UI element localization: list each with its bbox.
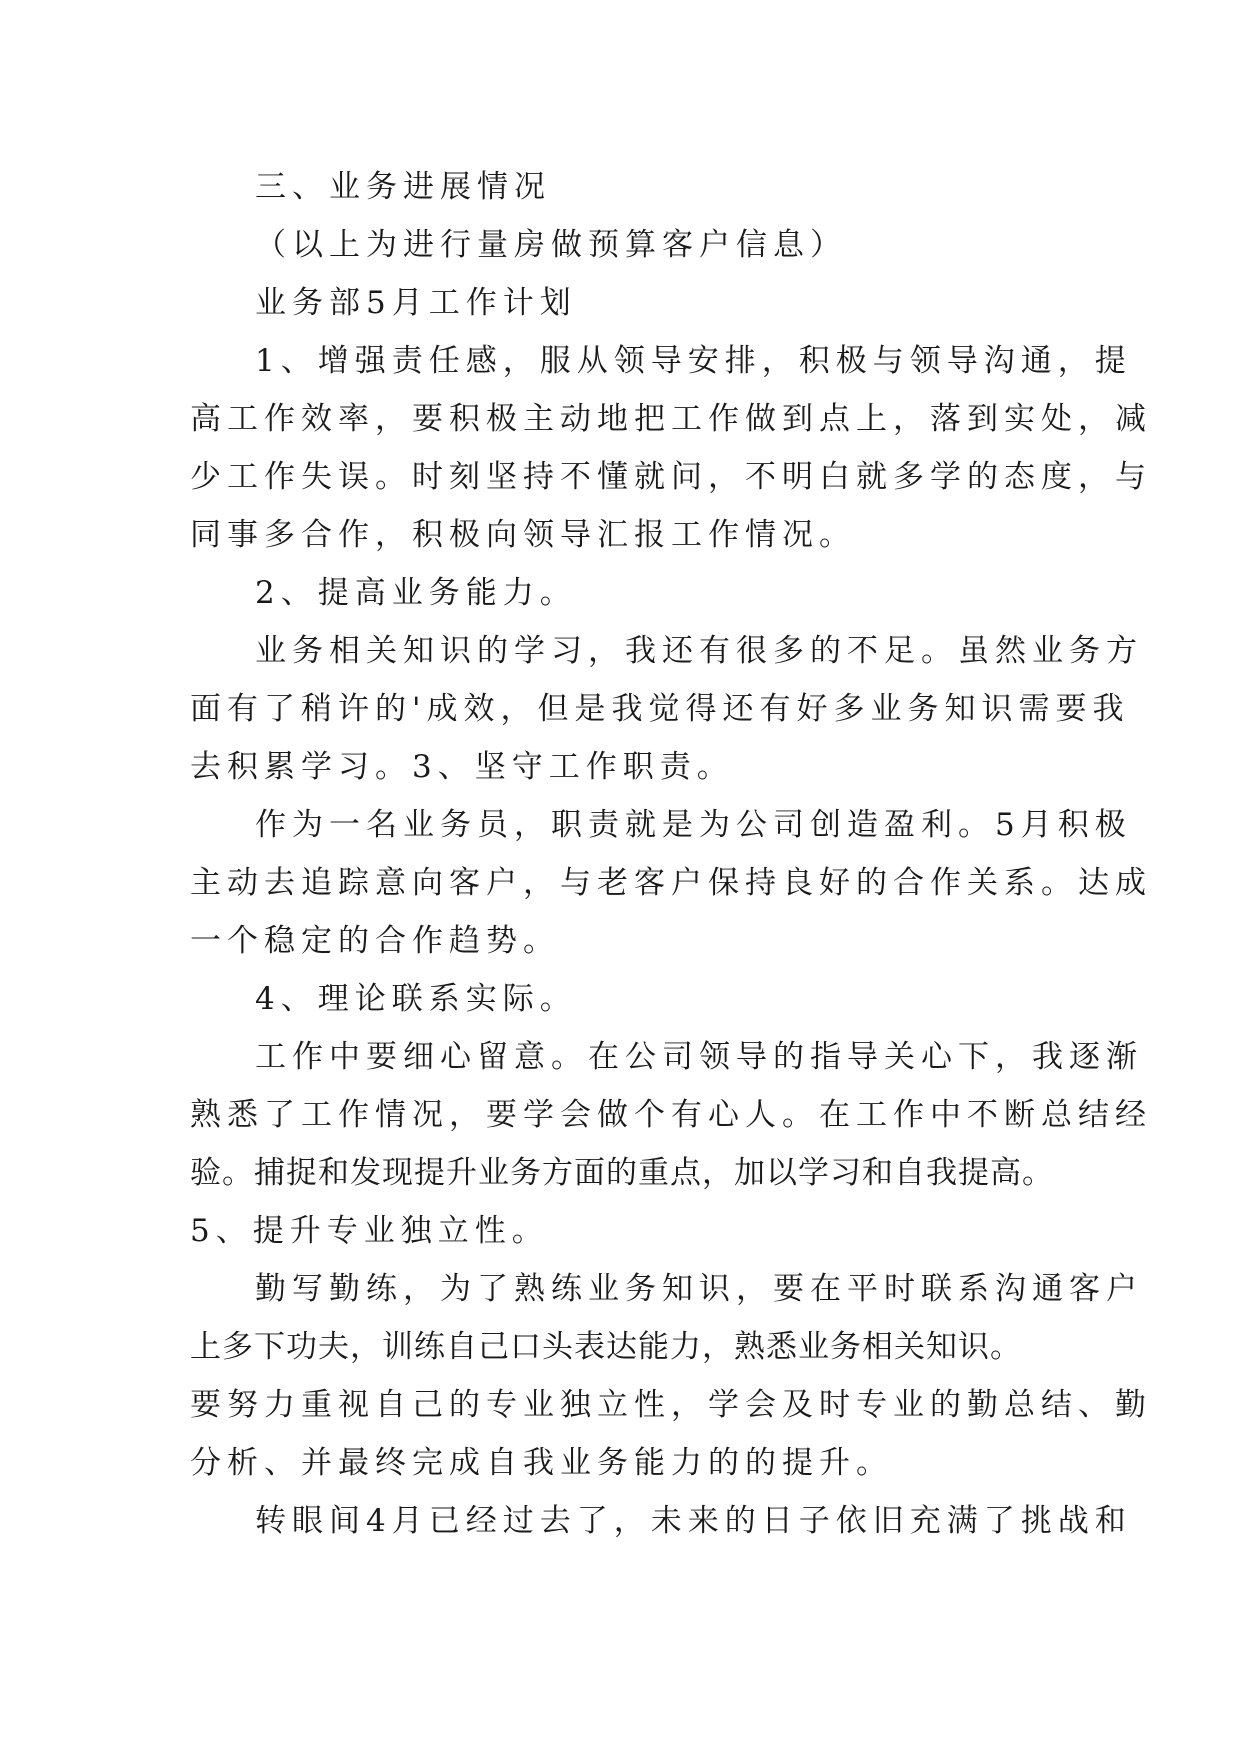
paragraph-line: 要努力重视自己的专业独立性，学会及时专业的勤总结、勤 (190, 1387, 1152, 1423)
paragraph-line: 工作中要细心留意。在公司领导的指导关心下，我逐渐 (255, 1039, 1143, 1075)
paragraph-line: 熟悉了工作情况，要学会做个有心人。在工作中不断总结经 (190, 1097, 1152, 1133)
paragraph-line: （以上为进行量房做预算客户信息） (255, 227, 847, 263)
paragraph-line: 分析、并最终完成自我业务能力的的提升。 (190, 1445, 893, 1481)
paragraph-line: 1、增强责任感，服从领导安排，积极与领导沟通，提 (255, 343, 1132, 379)
list-heading: 4、理论联系实际。 (255, 981, 577, 1017)
paragraph-line: 面有了稍许的'成效，但是我觉得还有好多业务知识需要我 (190, 691, 1130, 727)
paragraph-line: 验。捕捉和发现提升业务方面的重点，加以学习和自我提高。 (190, 1155, 1054, 1191)
paragraph-line: 业务相关知识的学习，我还有很多的不足。虽然业务方 (255, 633, 1143, 669)
paragraph-line: 少工作失误。时刻坚持不懂就问，不明白就多学的态度，与 (190, 459, 1152, 495)
paragraph-line: 去积累学习。3、坚守工作职责。 (190, 749, 734, 785)
paragraph-line: 勤写勤练，为了熟练业务知识，要在平时联系沟通客户 (255, 1271, 1143, 1307)
plan-heading: 业务部5月工作计划 (255, 285, 577, 321)
paragraph-line: 同事多合作，积极向领导汇报工作情况。 (190, 517, 856, 553)
section-heading: 三、业务进展情况 (255, 169, 551, 205)
paragraph-line: 主动去追踪意向客户，与老客户保持良好的合作关系。达成 (190, 865, 1152, 901)
paragraph-line: 上多下功夫，训练自己口头表达能力，熟悉业务相关知识。 (190, 1329, 1022, 1365)
list-heading: 2、提高业务能力。 (255, 575, 577, 611)
paragraph-line: 高工作效率，要积极主动地把工作做到点上，落到实处，减 (190, 401, 1152, 437)
list-heading: 5、提升专业独立性。 (190, 1213, 549, 1249)
document-body (190, 158, 1152, 1550)
paragraph-line: 作为一名业务员，职责就是为公司创造盈利。5月积极 (255, 807, 1132, 843)
paragraph-line: 一个稳定的合作趋势。 (190, 923, 560, 959)
paragraph-line: 转眼间4月已经过去了，未来的日子依旧充满了挑战和 (255, 1503, 1132, 1539)
